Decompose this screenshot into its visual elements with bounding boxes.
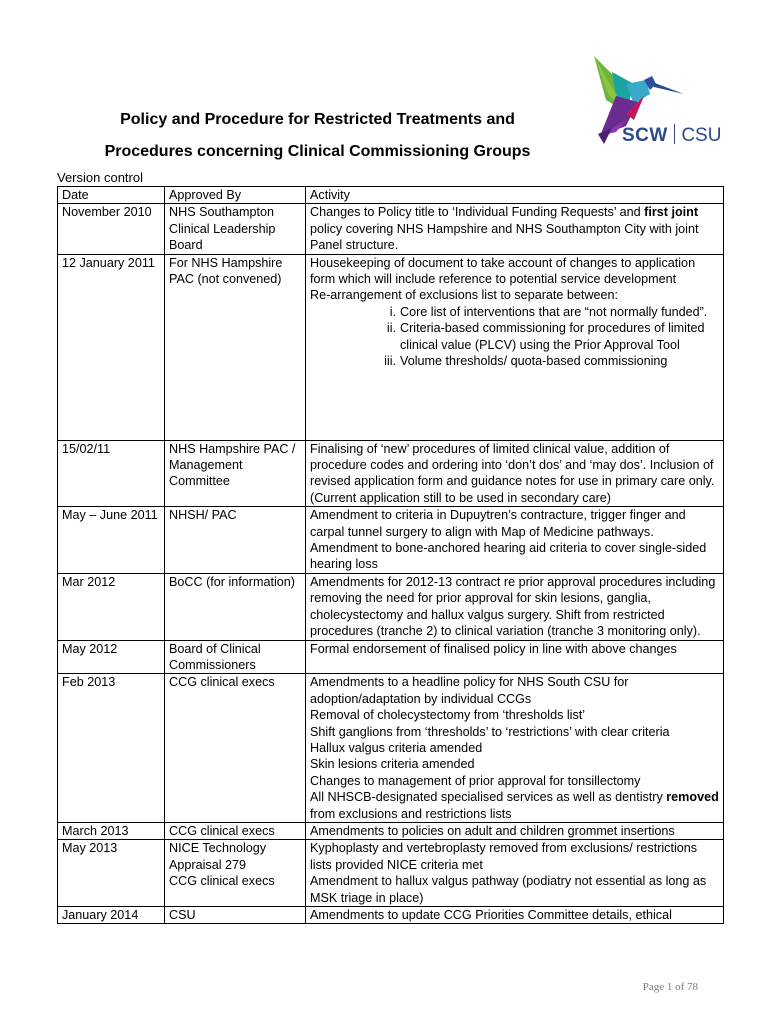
table-row (58, 254, 724, 440)
table-row (58, 907, 724, 924)
row-date: 15/02/11 (58, 440, 165, 507)
list-item (310, 304, 719, 320)
row-approved-by (165, 840, 306, 907)
approved-by-line: CCG clinical execs (169, 874, 275, 889)
activity-line: Re-arrangement of exclusions list to separate between: (310, 288, 619, 303)
version-control-table (57, 186, 724, 924)
row-activity: Amendments for 2012-13 contract re prior approval procedures including removing the need for prior approval for skin lesions, ganglia, cholecystectomy and hallux valgus surgery. Shift from restricted procedures (tranche 2) to clinical variation (tranche 3 monitoring only). (306, 573, 724, 640)
activity-text: from exclusions and restrictions lists (310, 806, 512, 821)
row-activity (306, 674, 724, 823)
header-approved-by: Approved By (165, 187, 306, 204)
activity-line: Hallux valgus criteria amended (310, 740, 483, 755)
table-row (58, 822, 724, 839)
activity-line: Removal of cholecystectomy from ‘thresholds list’ (310, 708, 586, 723)
activity-line: Skin lesions criteria amended (310, 757, 475, 772)
row-date: May – June 2011 (58, 507, 165, 574)
row-activity: Amendments to policies on adult and children grommet insertions (306, 822, 724, 839)
activity-emphasis: removed (666, 790, 719, 805)
version-control-caption: Version control (57, 170, 143, 185)
row-activity: Formal endorsement of finalised policy in line with above changes (306, 640, 724, 674)
row-approved-by: CCG clinical execs (165, 674, 306, 823)
activity-line: Housekeeping of document to take account of changes to application form which will include reference to potential service development (310, 255, 696, 287)
list-item-number: ii. (386, 321, 396, 336)
table-row (58, 204, 724, 254)
header-date: Date (58, 187, 165, 204)
list-item-number: i. (389, 304, 396, 319)
activity-text: All NHSCB-designated specialised services as well as dentistry (310, 790, 667, 805)
logo-divider (674, 124, 676, 144)
table-row (58, 440, 724, 507)
title-line-2: Procedures concerning Clinical Commissioning Groups (104, 143, 531, 160)
row-date: Feb 2013 (58, 674, 165, 823)
row-approved-by: BoCC (for information) (165, 573, 306, 640)
row-activity (306, 204, 724, 254)
list-item (310, 353, 719, 369)
list-item-text: Volume thresholds/ quota-based commissioning (400, 354, 668, 369)
activity-line: Amendment to hallux valgus pathway (podiatry not essential as long as MSK triage in place) (310, 874, 707, 905)
row-date: May 2012 (58, 640, 165, 674)
table-row (58, 674, 724, 823)
page-number: Page 1 of 78 (642, 981, 698, 993)
table-row (58, 507, 724, 574)
table-header-row (58, 187, 724, 204)
row-approved-by: CSU (165, 907, 306, 924)
row-approved-by: NHS Hampshire PAC / Management Committee (165, 440, 306, 507)
logo-wordmark (622, 124, 721, 147)
row-date: November 2010 (58, 204, 165, 254)
header-activity: Activity (306, 187, 724, 204)
row-date: Mar 2012 (58, 573, 165, 640)
row-activity (306, 840, 724, 907)
activity-line (310, 789, 719, 822)
row-date: March 2013 (58, 822, 165, 839)
logo-org-short: SCW (622, 125, 668, 146)
table-row (58, 840, 724, 907)
activity-line: Changes to management of prior approval for tonsillectomy (310, 773, 641, 788)
row-approved-by: Board of Clinical Commissioners (165, 640, 306, 674)
activity-line: Amendment to criteria in Dupuytren’s contracture, trigger finger and carpal tunnel surgery to align with Map of Medicine pathways. (310, 508, 686, 539)
logo-org-unit: CSU (681, 125, 722, 146)
activity-emphasis: first joint (644, 205, 699, 220)
approved-by-line: NICE Technology Appraisal 279 (169, 841, 267, 872)
row-approved-by: For NHS Hampshire PAC (not convened) (165, 254, 306, 440)
row-approved-by: CCG clinical execs (165, 822, 306, 839)
list-item-number: iii. (384, 354, 396, 369)
row-date: 12 January 2011 (58, 254, 165, 440)
row-activity (306, 254, 724, 440)
table-row (58, 573, 724, 640)
activity-line: Amendment to bone-anchored hearing aid criteria to cover single-sided hearing loss (310, 541, 707, 572)
list-item (310, 320, 719, 353)
row-approved-by: NHS Southampton Clinical Leadership Board (165, 204, 306, 254)
activity-line: Amendments to a headline policy for NHS South CSU for adoption/adaptation by individual CCGs (310, 675, 629, 706)
row-activity (306, 507, 724, 574)
row-approved-by: NHSH/ PAC (165, 507, 306, 574)
list-item-text: Core list of interventions that are “not normally funded”. (400, 304, 708, 319)
activity-line: Shift ganglions from ‘thresholds’ to ‘restrictions’ with clear criteria (310, 724, 670, 739)
row-date: January 2014 (58, 907, 165, 924)
list-item-text: Criteria-based commissioning for procedures of limited clinical value (PLCV) using the Prior Approval Tool (400, 321, 705, 352)
title-line-1: Policy and Procedure for Restricted Treatments and (120, 111, 515, 128)
activity-line: Kyphoplasty and vertebroplasty removed from exclusions/ restrictions lists provided NICE criteria met (310, 841, 698, 872)
row-date: May 2013 (58, 840, 165, 907)
table-row (58, 640, 724, 674)
row-activity: Amendments to update CCG Priorities Committee details, ethical (306, 907, 724, 924)
row-activity: Finalising of ‘new’ procedures of limited clinical value, addition of procedure codes and ordering into ‘don’t dos’ and ‘may dos’. Inclusion of revised application form and guidance notes for use in primary care only. (Current application still to be used in secondary care) (306, 440, 724, 507)
activity-text: Changes to Policy title to ‘Individual Funding Requests’ and (310, 205, 645, 220)
activity-text: policy covering NHS Hampshire and NHS Southampton City with joint Panel structure. (310, 221, 699, 253)
document-title (40, 104, 595, 168)
